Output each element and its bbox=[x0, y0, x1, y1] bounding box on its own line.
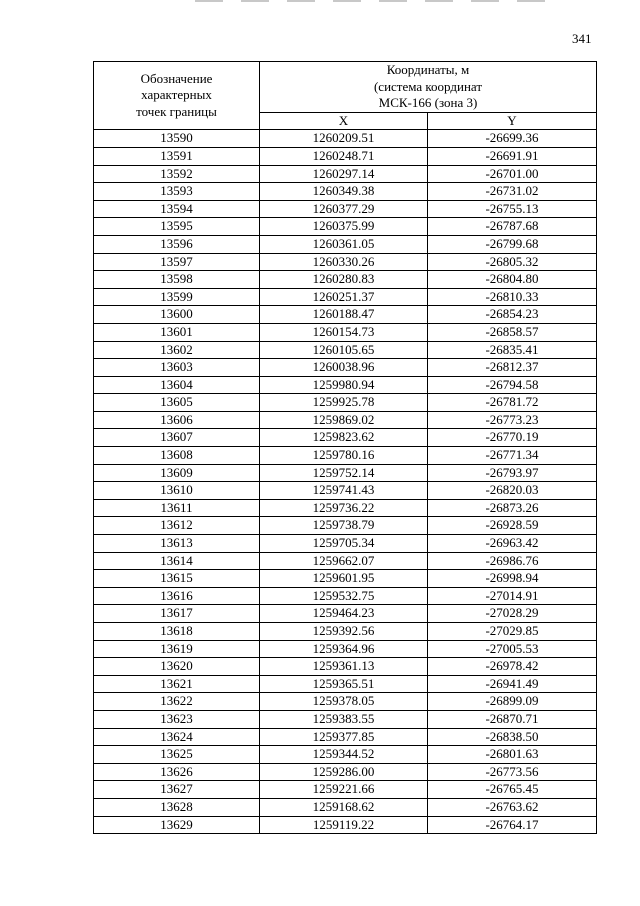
x-coordinate-cell: 1259532.75 bbox=[260, 587, 428, 605]
y-coordinate-cell: -26763.62 bbox=[428, 798, 597, 816]
scan-mark bbox=[241, 0, 269, 2]
table-row bbox=[94, 605, 597, 623]
table-row bbox=[94, 429, 597, 447]
point-id-cell: 13615 bbox=[94, 570, 260, 588]
x-coordinate-cell: 1260105.65 bbox=[260, 341, 428, 359]
scan-mark bbox=[195, 0, 223, 2]
table-row bbox=[94, 798, 597, 816]
table-row bbox=[94, 394, 597, 412]
point-id-cell: 13597 bbox=[94, 253, 260, 271]
point-id-cell: 13606 bbox=[94, 411, 260, 429]
table-row bbox=[94, 235, 597, 253]
table-header bbox=[94, 62, 597, 130]
point-id-cell: 13612 bbox=[94, 517, 260, 535]
x-coordinate-cell: 1259736.22 bbox=[260, 499, 428, 517]
point-id-cell: 13616 bbox=[94, 587, 260, 605]
y-coordinate-cell: -26854.23 bbox=[428, 306, 597, 324]
table-row bbox=[94, 499, 597, 517]
y-coordinate-cell: -26771.34 bbox=[428, 447, 597, 465]
point-id-cell: 13601 bbox=[94, 323, 260, 341]
x-coordinate-cell: 1259344.52 bbox=[260, 746, 428, 764]
table-row bbox=[94, 376, 597, 394]
x-coordinate-cell: 1259286.00 bbox=[260, 763, 428, 781]
y-coordinate-cell: -26764.17 bbox=[428, 816, 597, 834]
point-id-cell: 13591 bbox=[94, 147, 260, 165]
table-row bbox=[94, 341, 597, 359]
y-coordinate-cell: -26773.56 bbox=[428, 763, 597, 781]
y-coordinate-cell: -27014.91 bbox=[428, 587, 597, 605]
table-row bbox=[94, 746, 597, 764]
x-coordinate-cell: 1259383.55 bbox=[260, 710, 428, 728]
point-id-cell: 13614 bbox=[94, 552, 260, 570]
table-row bbox=[94, 447, 597, 465]
x-coordinate-cell: 1259361.13 bbox=[260, 658, 428, 676]
x-coordinate-cell: 1260297.14 bbox=[260, 165, 428, 183]
table-row bbox=[94, 517, 597, 535]
point-id-cell: 13592 bbox=[94, 165, 260, 183]
x-coordinate-cell: 1260188.47 bbox=[260, 306, 428, 324]
y-coordinate-cell: -26770.19 bbox=[428, 429, 597, 447]
y-coordinate-cell: -26998.94 bbox=[428, 570, 597, 588]
point-id-cell: 13621 bbox=[94, 675, 260, 693]
point-id-cell: 13595 bbox=[94, 218, 260, 236]
point-id-cell: 13590 bbox=[94, 130, 260, 148]
x-coordinate-cell: 1260361.05 bbox=[260, 235, 428, 253]
y-coordinate-cell: -26963.42 bbox=[428, 535, 597, 553]
y-coordinate-cell: -26941.49 bbox=[428, 675, 597, 693]
y-coordinate-cell: -26804.80 bbox=[428, 271, 597, 289]
point-id-cell: 13620 bbox=[94, 658, 260, 676]
table-row bbox=[94, 271, 597, 289]
point-label-line: точек границы bbox=[136, 103, 217, 119]
x-coordinate-cell: 1260377.29 bbox=[260, 200, 428, 218]
y-coordinate-cell: -26858.57 bbox=[428, 323, 597, 341]
table-row bbox=[94, 165, 597, 183]
x-coordinate-cell: 1259738.79 bbox=[260, 517, 428, 535]
y-coordinate-cell: -26810.33 bbox=[428, 288, 597, 306]
y-coordinate-cell: -26899.09 bbox=[428, 693, 597, 711]
table-row bbox=[94, 693, 597, 711]
point-id-cell: 13617 bbox=[94, 605, 260, 623]
x-coordinate-cell: 1260330.26 bbox=[260, 253, 428, 271]
point-id-cell: 13605 bbox=[94, 394, 260, 412]
x-coordinate-cell: 1260154.73 bbox=[260, 323, 428, 341]
table-row bbox=[94, 359, 597, 377]
x-coordinate-cell: 1259168.62 bbox=[260, 798, 428, 816]
table-row bbox=[94, 640, 597, 658]
page-number: 341 bbox=[572, 31, 592, 46]
x-coordinate-cell: 1259869.02 bbox=[260, 411, 428, 429]
table-row bbox=[94, 183, 597, 201]
point-id-cell: 13607 bbox=[94, 429, 260, 447]
table-row bbox=[94, 482, 597, 500]
y-coordinate-cell: -26805.32 bbox=[428, 253, 597, 271]
x-coordinate-cell: 1259364.96 bbox=[260, 640, 428, 658]
x-coordinate-cell: 1259780.16 bbox=[260, 447, 428, 465]
table-row bbox=[94, 552, 597, 570]
point-id-cell: 13604 bbox=[94, 376, 260, 394]
y-coordinate-cell: -27029.85 bbox=[428, 623, 597, 641]
y-coordinate-cell: -26873.26 bbox=[428, 499, 597, 517]
table-row bbox=[94, 710, 597, 728]
x-coordinate-cell: 1260375.99 bbox=[260, 218, 428, 236]
scan-edge-marks bbox=[195, 0, 545, 3]
x-coordinate-cell: 1259823.62 bbox=[260, 429, 428, 447]
scan-mark bbox=[471, 0, 499, 2]
point-id-cell: 13627 bbox=[94, 781, 260, 799]
y-coordinate-cell: -26765.45 bbox=[428, 781, 597, 799]
table-row bbox=[94, 728, 597, 746]
x-coordinate-cell: 1259705.34 bbox=[260, 535, 428, 553]
table-row bbox=[94, 763, 597, 781]
table-row bbox=[94, 323, 597, 341]
point-id-cell: 13628 bbox=[94, 798, 260, 816]
x-coordinate-cell: 1259925.78 bbox=[260, 394, 428, 412]
table-row bbox=[94, 200, 597, 218]
x-coordinate-cell: 1260280.83 bbox=[260, 271, 428, 289]
y-coordinate-cell: -26701.00 bbox=[428, 165, 597, 183]
y-coordinate-cell: -27028.29 bbox=[428, 605, 597, 623]
scan-mark bbox=[333, 0, 361, 2]
x-coordinate-cell: 1259662.07 bbox=[260, 552, 428, 570]
y-coordinate-cell: -26838.50 bbox=[428, 728, 597, 746]
x-coordinate-cell: 1259980.94 bbox=[260, 376, 428, 394]
point-id-cell: 13593 bbox=[94, 183, 260, 201]
point-id-cell: 13618 bbox=[94, 623, 260, 641]
x-coordinate-cell: 1259378.05 bbox=[260, 693, 428, 711]
table-row bbox=[94, 464, 597, 482]
point-label-line: Обозначение bbox=[140, 70, 213, 86]
y-coordinate-cell: -26773.23 bbox=[428, 411, 597, 429]
x-coordinate-cell: 1260038.96 bbox=[260, 359, 428, 377]
table-body bbox=[94, 130, 597, 834]
table-row bbox=[94, 218, 597, 236]
point-id-cell: 13599 bbox=[94, 288, 260, 306]
y-coordinate-cell: -26755.13 bbox=[428, 200, 597, 218]
x-coordinate-cell: 1259119.22 bbox=[260, 816, 428, 834]
table-row bbox=[94, 288, 597, 306]
coordinates-header-line: Координаты, м bbox=[386, 62, 470, 77]
y-coordinate-cell: -26787.68 bbox=[428, 218, 597, 236]
table-row bbox=[94, 306, 597, 324]
y-coordinate-cell: -26799.68 bbox=[428, 235, 597, 253]
x-column-header: X bbox=[260, 112, 428, 130]
point-id-cell: 13626 bbox=[94, 763, 260, 781]
table-row bbox=[94, 658, 597, 676]
point-id-cell: 13610 bbox=[94, 482, 260, 500]
point-id-cell: 13598 bbox=[94, 271, 260, 289]
point-id-cell: 13596 bbox=[94, 235, 260, 253]
y-coordinate-cell: -26699.36 bbox=[428, 130, 597, 148]
y-coordinate-cell: -26691.91 bbox=[428, 147, 597, 165]
x-coordinate-cell: 1260209.51 bbox=[260, 130, 428, 148]
point-id-cell: 13594 bbox=[94, 200, 260, 218]
y-coordinate-cell: -26835.41 bbox=[428, 341, 597, 359]
x-coordinate-cell: 1259377.85 bbox=[260, 728, 428, 746]
point-id-cell: 13609 bbox=[94, 464, 260, 482]
scan-mark bbox=[287, 0, 315, 2]
y-coordinate-cell: -26870.71 bbox=[428, 710, 597, 728]
scan-mark bbox=[517, 0, 545, 2]
x-coordinate-cell: 1259464.23 bbox=[260, 605, 428, 623]
point-id-cell: 13619 bbox=[94, 640, 260, 658]
point-id-cell: 13629 bbox=[94, 816, 260, 834]
point-id-cell: 13623 bbox=[94, 710, 260, 728]
y-coordinate-cell: -26978.42 bbox=[428, 658, 597, 676]
table-row bbox=[94, 675, 597, 693]
x-coordinate-cell: 1259601.95 bbox=[260, 570, 428, 588]
y-coordinate-cell: -26986.76 bbox=[428, 552, 597, 570]
y-coordinate-cell: -26781.72 bbox=[428, 394, 597, 412]
coordinates-header-line: МСК-166 (зона 3) bbox=[378, 95, 478, 111]
scan-mark bbox=[425, 0, 453, 2]
table-row bbox=[94, 411, 597, 429]
point-label-line: характерных bbox=[141, 87, 212, 103]
x-coordinate-cell: 1259365.51 bbox=[260, 675, 428, 693]
point-id-cell: 13600 bbox=[94, 306, 260, 324]
table-row bbox=[94, 253, 597, 271]
table-row bbox=[94, 535, 597, 553]
coordinates-header bbox=[260, 62, 597, 113]
scan-mark bbox=[379, 0, 407, 2]
coordinates-table bbox=[93, 61, 597, 834]
point-id-cell: 13624 bbox=[94, 728, 260, 746]
point-id-cell: 13622 bbox=[94, 693, 260, 711]
x-coordinate-cell: 1260251.37 bbox=[260, 288, 428, 306]
point-label-header bbox=[94, 62, 260, 130]
coordinates-header-line: (система координат bbox=[373, 78, 483, 94]
x-coordinate-cell: 1259752.14 bbox=[260, 464, 428, 482]
table-row bbox=[94, 781, 597, 799]
point-id-cell: 13613 bbox=[94, 535, 260, 553]
y-coordinate-cell: -26793.97 bbox=[428, 464, 597, 482]
x-coordinate-cell: 1259741.43 bbox=[260, 482, 428, 500]
x-coordinate-cell: 1260248.71 bbox=[260, 147, 428, 165]
y-coordinate-cell: -26801.63 bbox=[428, 746, 597, 764]
table-row bbox=[94, 816, 597, 834]
x-coordinate-cell: 1259221.66 bbox=[260, 781, 428, 799]
x-coordinate-cell: 1260349.38 bbox=[260, 183, 428, 201]
point-id-cell: 13608 bbox=[94, 447, 260, 465]
point-id-cell: 13603 bbox=[94, 359, 260, 377]
y-coordinate-cell: -26731.02 bbox=[428, 183, 597, 201]
point-id-cell: 13625 bbox=[94, 746, 260, 764]
y-coordinate-cell: -26820.03 bbox=[428, 482, 597, 500]
y-coordinate-cell: -26794.58 bbox=[428, 376, 597, 394]
table-row bbox=[94, 147, 597, 165]
y-column-header: Y bbox=[428, 112, 597, 130]
y-coordinate-cell: -27005.53 bbox=[428, 640, 597, 658]
table-row bbox=[94, 570, 597, 588]
table-row bbox=[94, 130, 597, 148]
point-id-cell: 13611 bbox=[94, 499, 260, 517]
table-row bbox=[94, 587, 597, 605]
y-coordinate-cell: -26812.37 bbox=[428, 359, 597, 377]
x-coordinate-cell: 1259392.56 bbox=[260, 623, 428, 641]
y-coordinate-cell: -26928.59 bbox=[428, 517, 597, 535]
point-id-cell: 13602 bbox=[94, 341, 260, 359]
table-row bbox=[94, 623, 597, 641]
